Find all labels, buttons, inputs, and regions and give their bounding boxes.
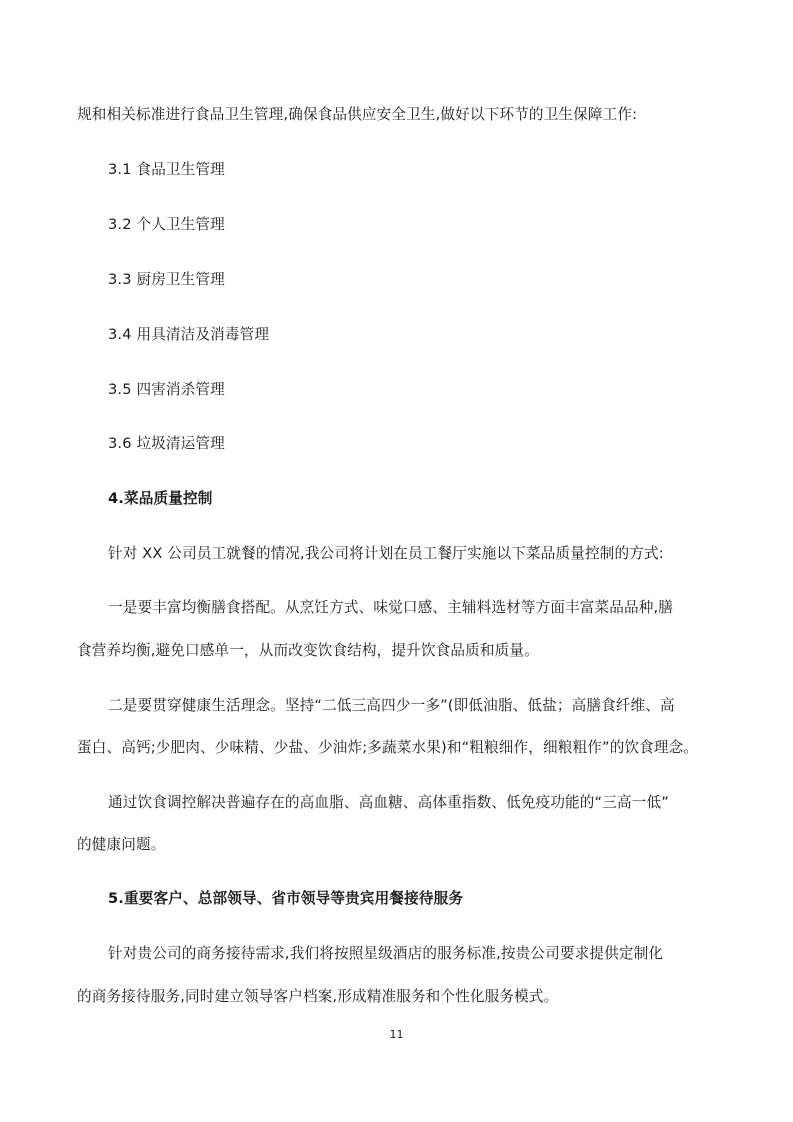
section-4-p3-line1: 通过饮食调控解决普遍存在的高血脂、高血糖、高体重指数、低免疫功能的“三高一低”	[108, 794, 669, 811]
hygiene-item: 3.1 食品卫生管理	[108, 161, 225, 178]
section-5-p1-line2: 的商务接待服务,同时建立领导客户档案,形成精准服务和个性化服务模式。	[77, 988, 559, 1005]
section-4-p2-line2: 蛋白、高钙;少肥肉、少味精、少盐、少油炸;多蔬菜水果)和“粗粮细作，细粮粗作”的饮食理念。	[77, 739, 699, 756]
page-number: 11	[389, 1028, 404, 1041]
section-4-heading: 4.菜品质量控制	[108, 490, 213, 507]
section-4-p2-line1: 二是要贯穿健康生活理念。坚持“二低三高四少一多”(即低油脂、低盐；高膳食纤维、高	[108, 697, 675, 714]
section-5-p1-line1: 针对贵公司的商务接待需求,我们将按照星级酒店的服务标准,按贵公司要求提供定制化	[108, 945, 664, 962]
section-4-intro: 针对 XX 公司员工就餐的情况,我公司将计划在员工餐厅实施以下菜品质量控制的方式:	[108, 545, 664, 562]
section-5-heading: 5.重要客户、总部领导、省市领导等贵宾用餐接待服务	[108, 890, 464, 907]
hygiene-item: 3.2 个人卫生管理	[108, 216, 225, 233]
section-4-p1-line1: 一是要丰富均衡膳食搭配。从烹饪方式、味觉口感、主辅料选材等方面丰富菜品品种,膳	[108, 599, 674, 616]
hygiene-item: 3.5 四害消杀管理	[108, 381, 225, 398]
section-4-p1-line2: 食营养均衡,避免口感单一，从而改变饮食结构，提升饮食品质和质量。	[77, 642, 539, 659]
section-4-p3-line2: 的健康问题。	[77, 836, 166, 853]
hygiene-item: 3.6 垃圾清运管理	[108, 435, 225, 452]
hygiene-item: 3.3 厨房卫生管理	[108, 271, 225, 288]
hygiene-item: 3.4 用具清洁及消毒管理	[108, 326, 270, 343]
intro-line: 规和相关标准进行食品卫生管理,确保食品供应安全卫生,做好以下环节的卫生保障工作:	[77, 106, 638, 123]
